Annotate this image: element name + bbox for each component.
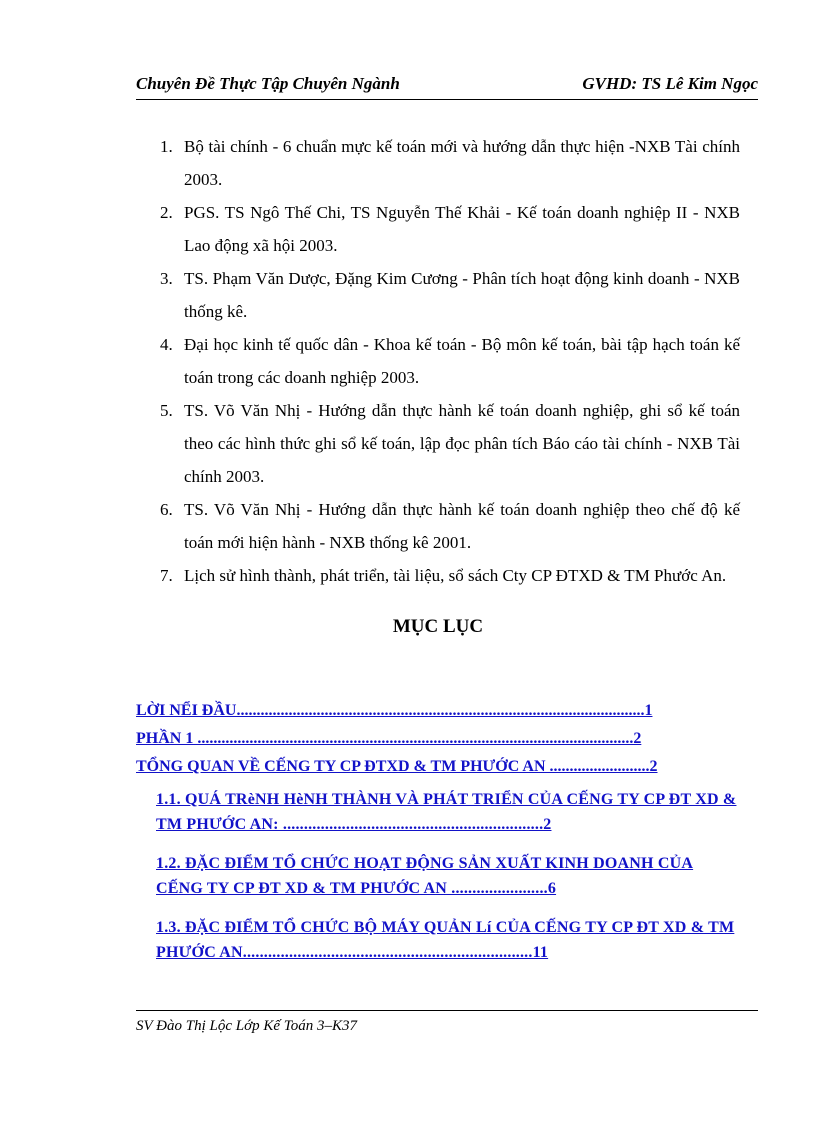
reference-item bbox=[136, 559, 740, 592]
reference-item bbox=[136, 493, 740, 559]
reference-item bbox=[136, 394, 740, 493]
reference-text: TS. Võ Văn Nhị - Hướng dẫn thực hành kế toán doanh nghiệp theo chế độ kế toán mới hiện hành - NXB thống kê 2001. bbox=[184, 500, 740, 552]
header-left-title: Chuyên Đề Thực Tập Chuyên Ngành bbox=[136, 74, 400, 93]
reference-text: Lịch sử hình thành, phát triển, tài liệu, sổ sách Cty CP ĐTXD & TM Phước An. bbox=[184, 566, 727, 585]
reference-text: PGS. TS Ngô Thế Chi, TS Nguyễn Thế Khải - Kế toán doanh nghiệp II - NXB Lao động xã hội 2003. bbox=[184, 203, 740, 255]
reference-text: Đại học kinh tế quốc dân - Khoa kế toán - Bộ môn kế toán, bài tập hạch toán kế toán trong các doanh nghiệp 2003. bbox=[184, 335, 740, 387]
toc-link-section-1-3[interactable]: 1.3. ĐẶC ĐIỂM TỔ CHỨC BỘ MÁY QUẢN Lí CỦA CẾNG TY CP ĐT XD & TM PHƯỚC AN.....................................................................11 bbox=[156, 919, 735, 961]
reference-text: TS. Phạm Văn Dược, Đặng Kim Cương - Phân tích hoạt động kinh doanh - NXB thống kê. bbox=[184, 269, 740, 321]
page-header bbox=[136, 74, 758, 94]
reference-number: 3. bbox=[160, 269, 173, 288]
reference-item bbox=[136, 196, 740, 262]
reference-number: 2. bbox=[160, 203, 173, 222]
reference-list bbox=[136, 130, 740, 592]
header-right-advisor: GVHD: TS Lê Kim Ngọc bbox=[582, 74, 758, 93]
toc-title: MỤC LỤC bbox=[392, 616, 484, 637]
reference-item bbox=[136, 262, 740, 328]
toc-link-tong-quan[interactable]: TỔNG QUAN VỀ CẾNG TY CP ĐTXD & TM PHƯỚC AN .........................2 bbox=[136, 758, 658, 775]
reference-number: 5. bbox=[160, 401, 173, 420]
page-footer: SV Đào Thị Lộc Lớp Kế Toán 3–K37 bbox=[136, 1018, 357, 1034]
reference-number: 7. bbox=[160, 566, 173, 585]
footer-divider bbox=[136, 1010, 758, 1011]
reference-number: 4. bbox=[160, 335, 173, 354]
toc-link-phan-1[interactable]: PHẦN 1 .............................................................................................................2 bbox=[136, 730, 642, 747]
reference-text: TS. Võ Văn Nhị - Hướng dẫn thực hành kế toán doanh nghiệp, ghi sổ kế toán theo các hình thức ghi sổ kế toán, lập đọc phân tích Báo cáo tài chính - NXB Tài chính 2003. bbox=[184, 401, 740, 486]
header-divider bbox=[136, 99, 758, 100]
reference-number: 1. bbox=[160, 137, 173, 156]
toc-link-section-1-1[interactable]: 1.1. QUÁ TRèNH HèNH THÀNH VÀ PHÁT TRIỂN CỦA CẾNG TY CP ĐT XD & TM PHƯỚC AN: ..............................................................2 bbox=[156, 791, 737, 833]
reference-item bbox=[136, 130, 740, 196]
reference-number: 6. bbox=[160, 500, 173, 519]
toc-link-section-1-2[interactable]: 1.2. ĐẶC ĐIỂM TỔ CHỨC HOẠT ĐỘNG SẢN XUẤT KINH DOANH CỦA CẾNG TY CP ĐT XD & TM PHƯỚC AN .......................6 bbox=[156, 855, 694, 897]
reference-item bbox=[136, 328, 740, 394]
toc-link-loi-noi-dau[interactable]: LỜI NỂI ĐẦU......................................................................................................1 bbox=[136, 702, 653, 719]
table-of-contents bbox=[136, 697, 740, 965]
reference-text: Bộ tài chính - 6 chuẩn mực kế toán mới và hướng dẫn thực hiện -NXB Tài chính 2003. bbox=[184, 137, 740, 189]
